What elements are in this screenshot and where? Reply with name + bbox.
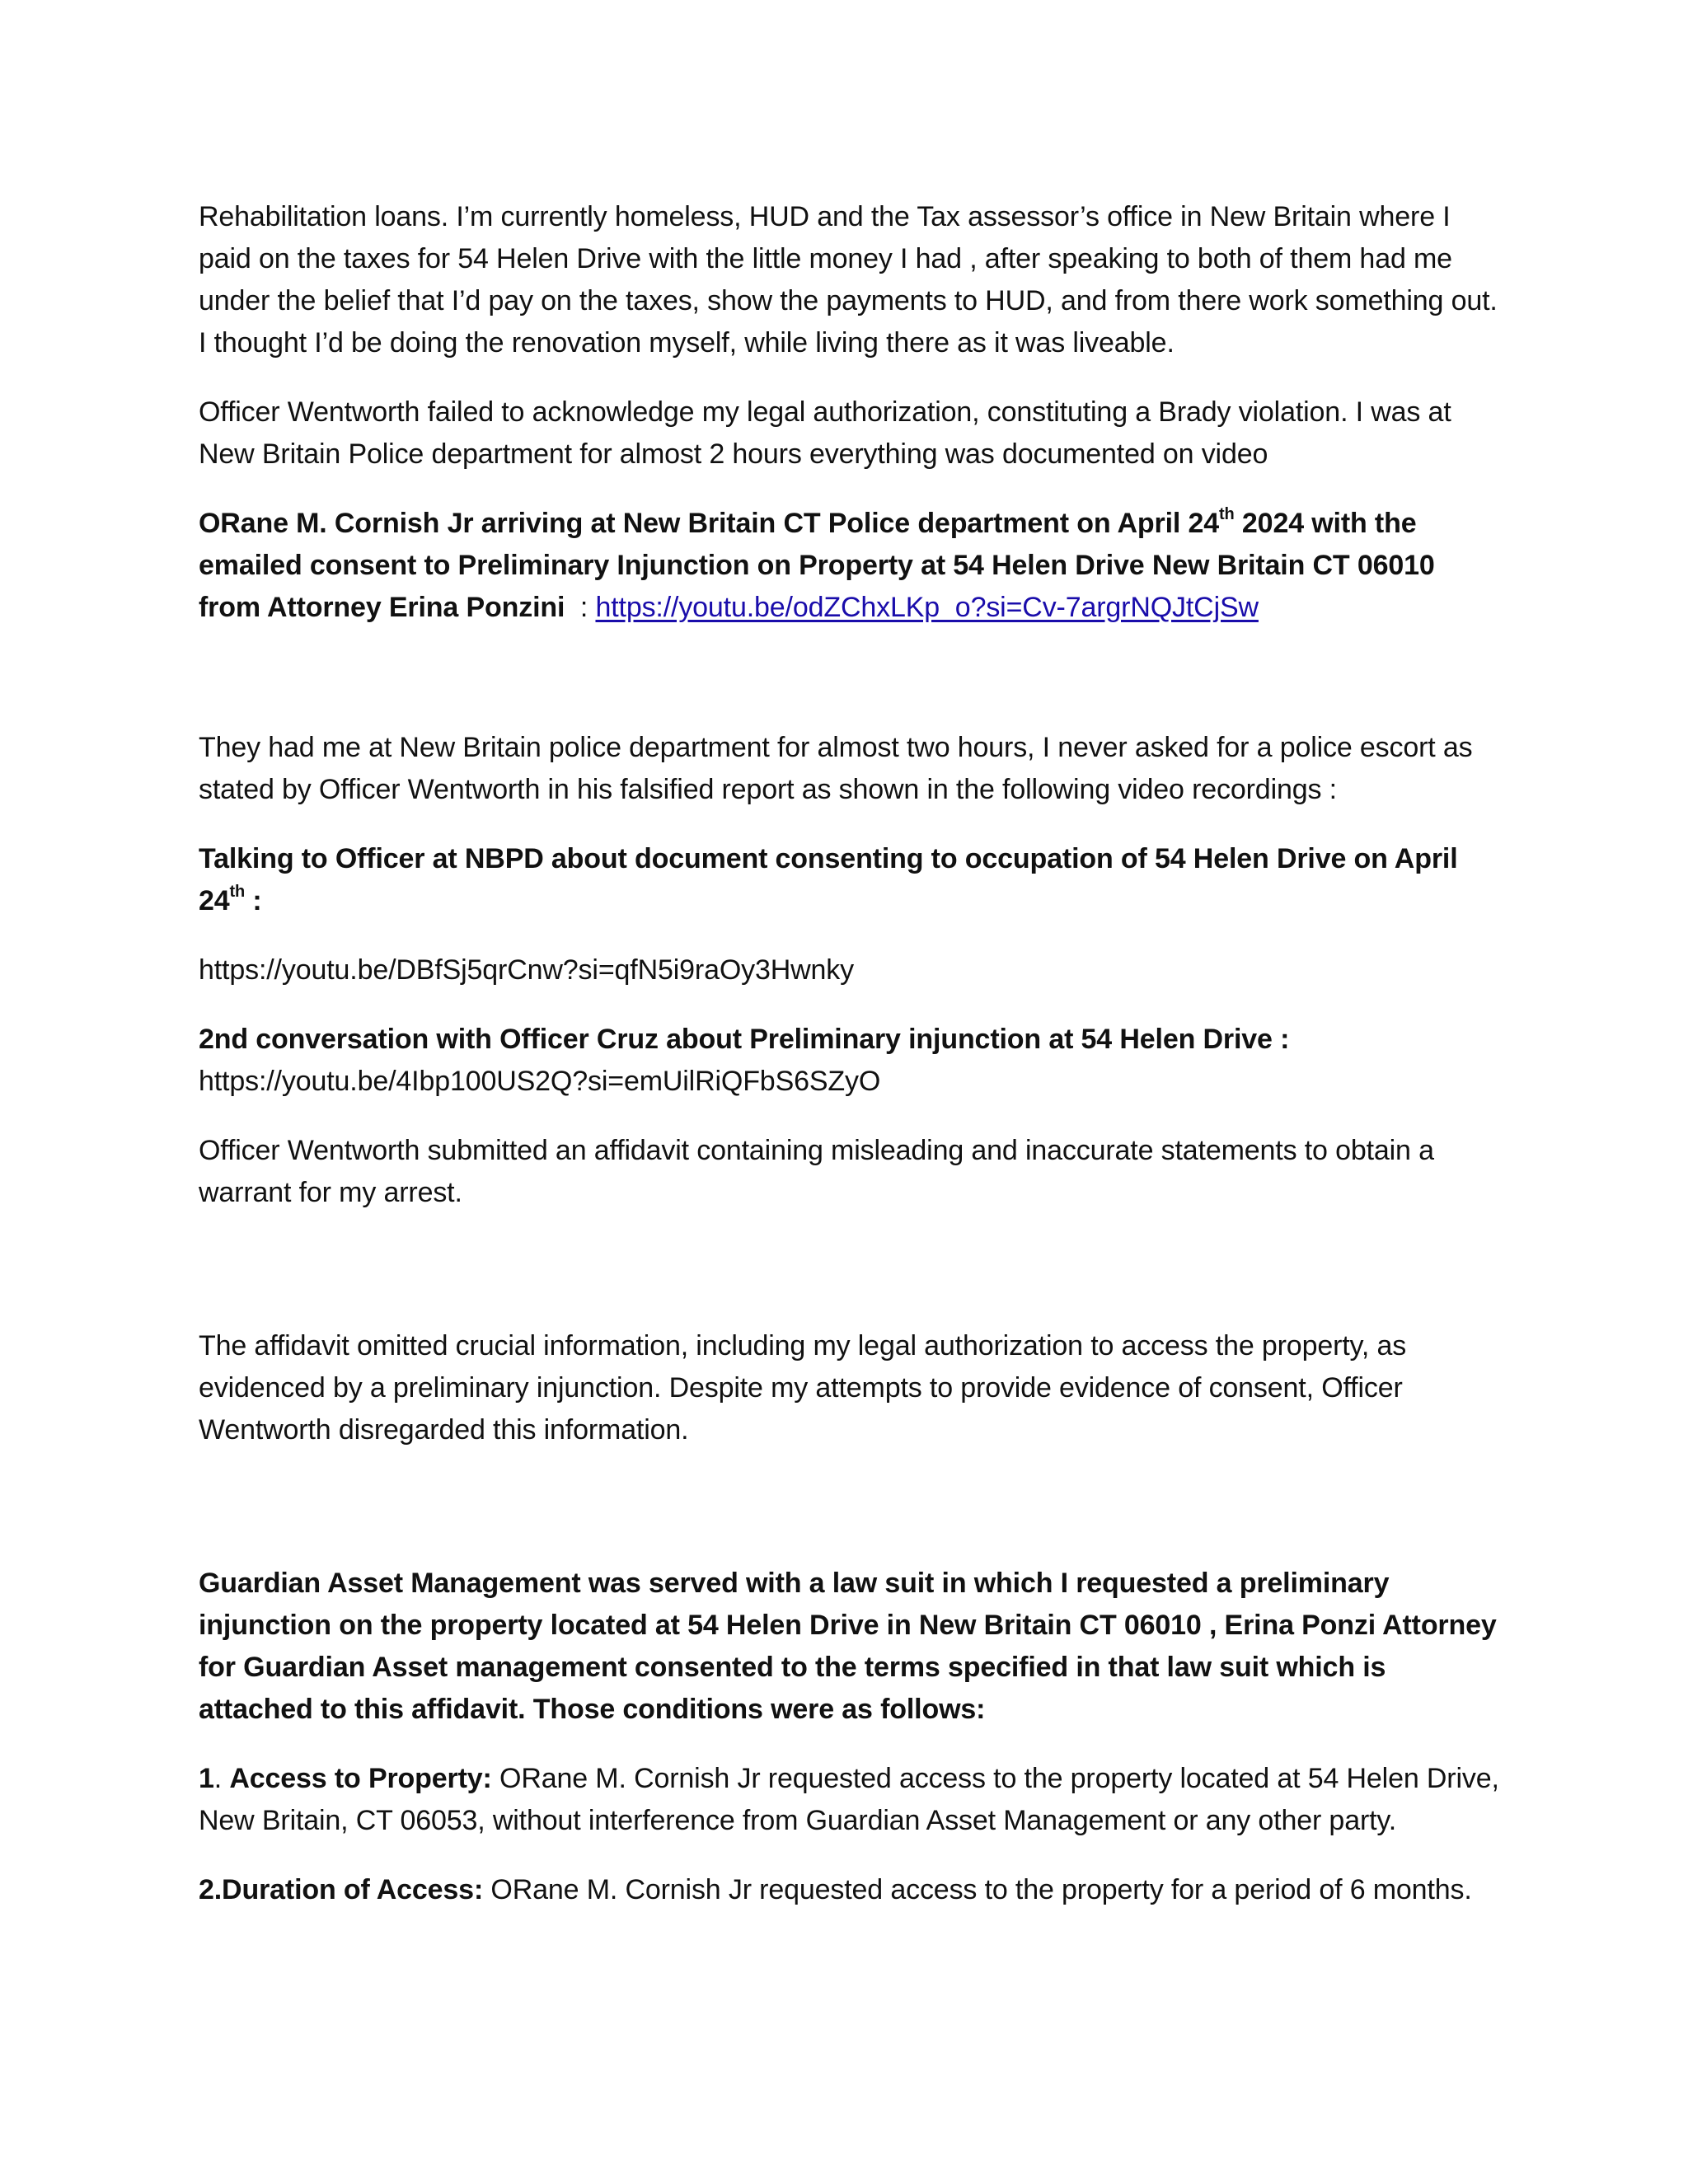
talking-heading-part1: Talking to Officer at NBPD about document consenting to occupation of 54 Helen Drive on April 24 — [199, 843, 1458, 916]
condition-2-text: ORane M. Cornish Jr requested access to the property for a period of 6 months. — [483, 1874, 1472, 1905]
arriving-heading-superscript: th — [1219, 504, 1235, 523]
talking-heading-part2: : — [245, 885, 262, 916]
arriving-heading-part1: ORane M. Cornish Jr arriving at New Britain CT Police department on April 24 — [199, 508, 1220, 539]
condition-1-number: 1 — [199, 1763, 214, 1794]
talking-video-link[interactable]: https://youtu.be/DBfSj5qrCnw?si=qfN5i9raOy3Hwnky — [199, 954, 855, 986]
arriving-heading-part2: 2024 with the emailed consent to Preliminary Injunction on Property at 54 Helen Drive New Britain CT 06010 from Attorney Erina Ponzini — [199, 508, 1435, 623]
paragraph-second-conversation — [199, 1019, 1501, 1103]
condition-1-dot: . — [213, 1763, 230, 1794]
arriving-separator: : — [565, 592, 596, 623]
talking-heading-superscript: th — [229, 882, 246, 901]
paragraph-talking-to-officer — [199, 838, 1501, 922]
paragraph-affidavit-omitted: The affidavit omitted crucial information, including my legal authorization to access the property, as evidenced by a preliminary injunction. Despite my attempts to provide evidence of consent, Officer Wentworth disregarded this information. — [199, 1330, 1407, 1446]
condition-access-to-property — [199, 1758, 1501, 1842]
condition-1-text: ORane M. Cornish Jr requested access to the property located at 54 Helen Drive, New Britain, CT 06053, without interference from Guardian Asset Management or any other party. — [199, 1763, 1499, 1836]
paragraph-rehabilitation-loans: Rehabilitation loans. I’m currently homeless, HUD and the Tax assessor’s office in New Britain where I paid on the taxes for 54 Helen Drive with the little money I had , after speaking to both of them had me under the belief that I’d pay on the taxes, show the payments to HUD, and from there work something out. I thought I’d be doing the renovation myself, while living there as it was liveable. — [199, 201, 1498, 359]
paragraph-arriving-at-police — [199, 503, 1501, 629]
paragraph-brady-violation: Officer Wentworth failed to acknowledge my legal authorization, constituting a Brady violation. I was at New Britain Police department for almost 2 hours everything was documented on video — [199, 396, 1451, 470]
paragraph-affidavit-warrant: Officer Wentworth submitted an affidavit containing misleading and inaccurate statements to obtain a warrant for my arrest. — [199, 1135, 1434, 1208]
condition-duration-of-access — [199, 1869, 1501, 1911]
document-body — [199, 196, 1501, 1911]
condition-1-label: Access to Property: — [229, 1763, 492, 1794]
second-conversation-video-link[interactable]: https://youtu.be/4Ibp100US2Q?si=emUilRiQFbS6SZyO — [199, 1066, 881, 1097]
arriving-video-link[interactable]: https://youtu.be/odZChxLKp_o?si=Cv-7argrNQJtCjSw — [595, 592, 1259, 623]
paragraph-video-link-1 — [199, 949, 1501, 991]
condition-2-label: 2.Duration of Access: — [199, 1874, 484, 1905]
second-conversation-heading: 2nd conversation with Officer Cruz about Preliminary injunction at 54 Helen Drive : — [199, 1024, 1290, 1055]
paragraph-two-hours: They had me at New Britain police department for almost two hours, I never asked for a police escort as stated by Officer Wentworth in his falsified report as shown in the following video recordings : — [199, 732, 1473, 805]
paragraph-guardian-asset: Guardian Asset Management was served with a law suit in which I requested a preliminary injunction on the property located at 54 Helen Drive in New Britain CT 06010 , Erina Ponzi Attorney for Guardian Asset management consented to the terms specified in that law suit which is attached to this affidavit. Those conditions were as follows: — [199, 1568, 1497, 1725]
